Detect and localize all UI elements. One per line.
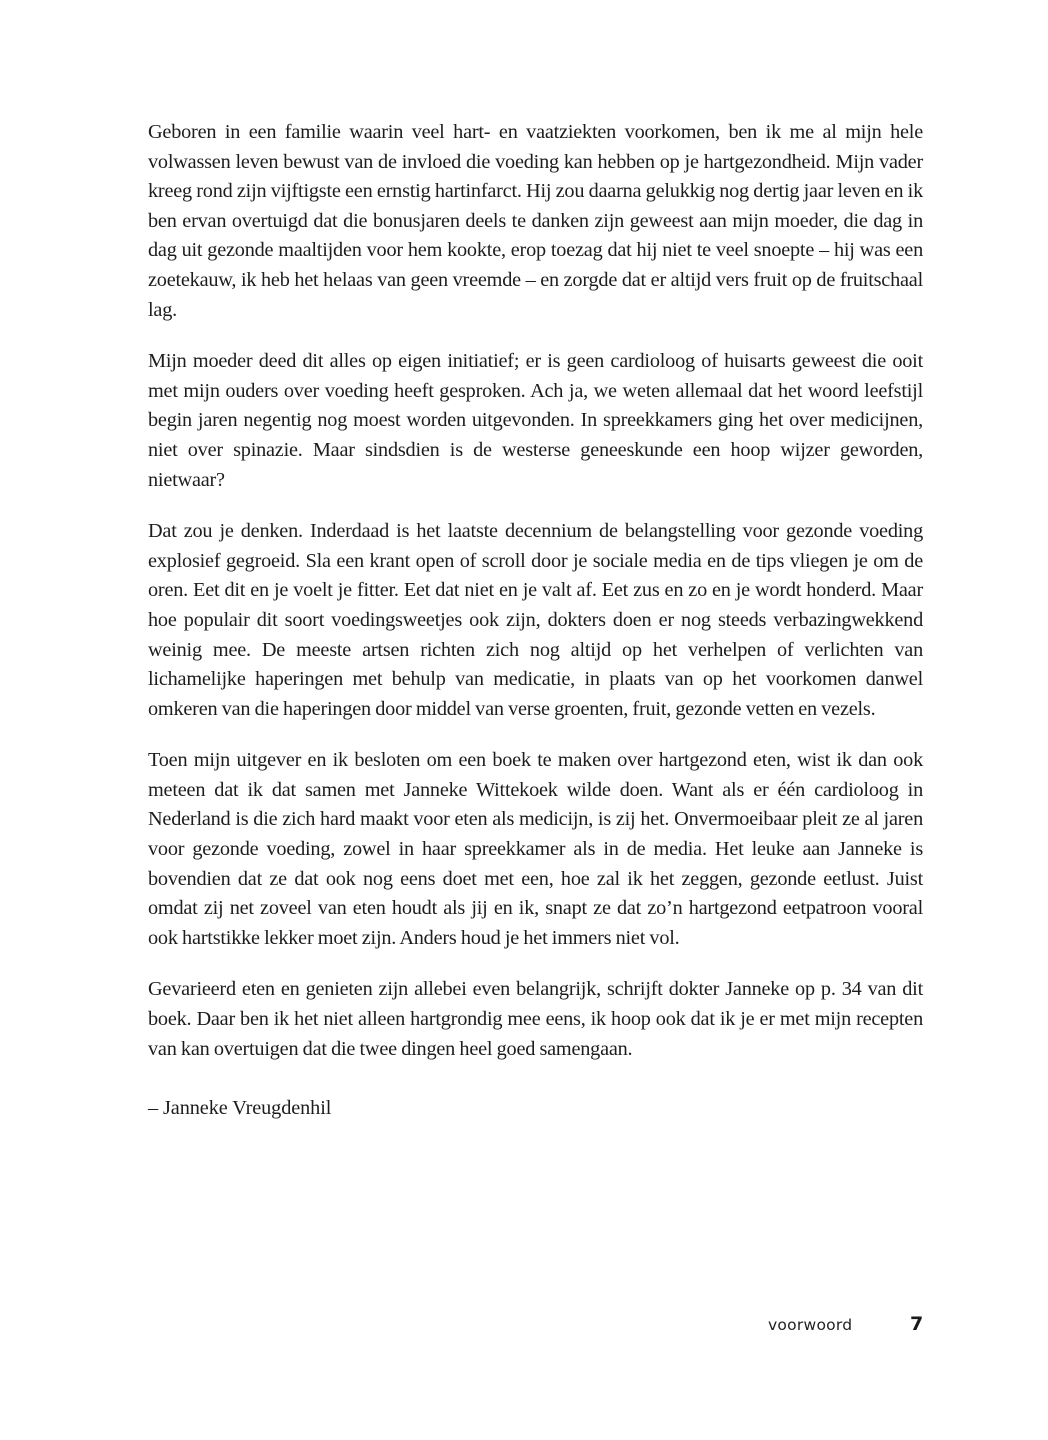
paragraph-4: Toen mijn uitgever en ik besloten om een boek te maken over hartgezond eten, wist ik dan ook meteen dat ik dat samen met Janneke Wittekoek wilde doen. Want als er één cardioloog in Nederland is die zich hard maakt voor eten als medicijn, is zij het. Onvermoeibaar pleit ze al jaren voor gezonde voeding, zowel in haar spreekkamer als in de media. Het leuke aan Janneke is bovendien dat ze dat ook nog eens doet met een, hoe zal ik het zeggen, gezonde eetlust. Juist omdat zij net zoveel van eten houdt als jij en ik, snapt ze dat zo’n hartgezond eetpatroon vooral ook hartstikke lekker moet zijn. Anders houd je het immers niet vol. [148,749,923,949]
author-signature: – Janneke Vreugdenhil [148,1097,332,1120]
paragraph-5: Gevarieerd eten en genieten zijn allebei even belangrijk, schrijft dokter Janneke op p. 34 van dit boek. Daar ben ik het niet alleen hartgrondig mee eens, ik hoop ook dat ik je er met mijn recepten van kan overtuigen dat die twee dingen heel goed samengaan. [148,978,923,1060]
footer-section-label: voorwoord [768,1316,853,1334]
footer-inner [148,1313,923,1339]
page-number: 7 [910,1313,924,1335]
page-footer [148,1313,923,1339]
foreword-text-column [148,118,923,1124]
paragraph-3: Dat zou je denken. Inderdaad is het laatste decennium de belangstelling voor gezonde voeding explosief gegroeid. Sla een krant open of scroll door je sociale media en de tips vliegen je om de oren. Eet dit en je voelt je fitter. Eet dat niet en je valt af. Eet zus en zo en je wordt honderd. Maar hoe populair dit soort voedingsweetjes ook zijn, dokters doen er nog steeds verbazingwekkend weinig mee. De meeste artsen richten zich nog altijd op het verhelpen of verlichten van lichamelijke haperingen met behulp van medicatie, in plaats van op het voorkomen danwel omkeren van die haperingen door middel van verse groenten, fruit, gezonde vetten en vezels. [148,520,923,720]
paragraph-1: Geboren in een familie waarin veel hart- en vaatziekten voorkomen, ben ik me al mijn hele volwassen leven bewust van de invloed die voeding kan hebben op je hartgezondheid. Mijn vader kreeg rond zijn vijftigste een ernstig hartinfarct. Hij zou daarna gelukkig nog dertig jaar leven en ik ben ervan overtuigd dat die bonusjaren deels te danken zijn geweest aan mijn moeder, die dag in dag uit gezonde maaltijden voor hem kookte, erop toezag dat hij niet te veel snoepte – hij was een zoetekauw, ik heb het helaas van geen vreemde – en zorgde dat er altijd vers fruit op de fruitschaal lag. [148,121,923,321]
paragraph-2: Mijn moeder deed dit alles op eigen initiatief; er is geen cardioloog of huisarts geweest die ooit met mijn ouders over voeding heeft gesproken. Ach ja, we weten allemaal dat het woord leefstijl begin jaren negentig nog moest worden uitgevonden. In spreekkamers ging het over medicijnen, niet over spinazie. Maar sindsdien is de westerse geneeskunde een hoop wijzer geworden, nietwaar? [148,350,923,491]
